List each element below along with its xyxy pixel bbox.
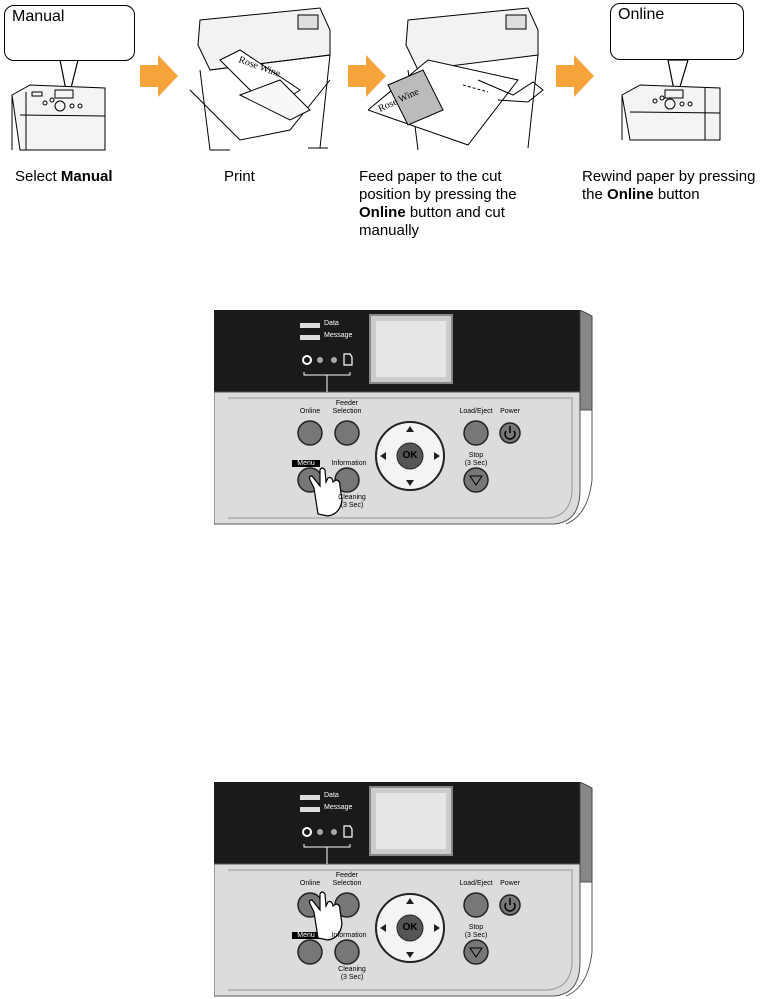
caption-step-4-pre: the	[582, 186, 608, 203]
caption-step-3	[359, 168, 559, 240]
load-eject-button[interactable]	[464, 893, 488, 917]
feeder-label-2: Selection	[332, 408, 362, 415]
callout-manual	[4, 5, 135, 61]
caption-step-4-bold: Online	[607, 186, 654, 203]
feeder-selection-button[interactable]	[335, 421, 359, 445]
rose-wine-label-2: Rose Wine	[376, 86, 421, 115]
load-eject-button[interactable]	[464, 421, 488, 445]
menu-button-label: Menu	[297, 932, 315, 939]
feeder-label-1: Feeder	[335, 872, 359, 879]
cleaning-label-1: Cleaning	[338, 494, 366, 501]
information-button-label: Information	[331, 932, 367, 939]
cleaning-label	[332, 494, 372, 510]
cleaning-label-1: Cleaning	[338, 966, 366, 973]
message-indicator-label: Message	[324, 332, 353, 339]
stop-label-2: (3 Sec)	[464, 460, 488, 467]
feeder-label-1: Feeder	[335, 400, 359, 407]
ok-button-label: OK	[402, 450, 418, 461]
load-eject-label: Load/Eject	[459, 408, 493, 415]
data-indicator-label: Data	[324, 792, 339, 799]
load-eject-label: Load/Eject	[459, 880, 493, 887]
caption-step-3-line3	[359, 204, 559, 222]
caption-step-1-bold: Manual	[60, 168, 113, 185]
caption-step-3-bold: Online	[359, 204, 406, 221]
cleaning-label	[332, 966, 372, 982]
message-indicator-label: Message	[324, 804, 353, 811]
cleaning-label-2: (3 Sec)	[340, 502, 364, 509]
caption-step-4-line1: Rewind paper by pressing	[582, 168, 756, 185]
callout-online-text: Online	[618, 6, 665, 23]
stop-label	[458, 452, 494, 468]
online-button-label: Online	[299, 880, 321, 887]
online-button[interactable]	[298, 893, 322, 917]
power-label: Power	[500, 880, 520, 887]
menu-button[interactable]	[298, 940, 322, 964]
online-button-label: Online	[299, 408, 321, 415]
rose-wine-label-1: Rose Wine	[236, 54, 282, 80]
stop-label-1: Stop	[468, 924, 484, 931]
callout-online	[610, 3, 744, 60]
caption-step-1	[15, 168, 113, 186]
feeder-selection-label	[327, 872, 367, 888]
menu-button[interactable]	[298, 468, 322, 492]
printer-cut-illustration	[368, 0, 558, 160]
stop-button[interactable]	[464, 940, 488, 964]
arrow-right-icon	[140, 55, 178, 97]
control-panel-online	[214, 782, 594, 998]
stop-label-1: Stop	[468, 452, 484, 459]
power-button[interactable]	[500, 423, 520, 443]
callout-manual-text: Manual	[12, 8, 65, 25]
stop-button[interactable]	[464, 468, 488, 492]
ok-button[interactable]	[397, 443, 423, 469]
stop-label	[458, 924, 494, 940]
data-indicator-label: Data	[324, 320, 339, 327]
caption-step-2: Print	[224, 168, 255, 185]
menu-button-label: Menu	[297, 460, 315, 467]
information-button-label: Information	[331, 460, 367, 467]
printer-print-illustration	[180, 0, 340, 160]
caption-step-3-line2: position by pressing the	[359, 186, 517, 203]
feeder-label-2: Selection	[332, 880, 362, 887]
ok-button[interactable]	[397, 915, 423, 941]
power-button[interactable]	[500, 895, 520, 915]
cleaning-label-2: (3 Sec)	[340, 974, 364, 981]
panel-body-2	[214, 782, 594, 998]
caption-step-3-line1: Feed paper to the cut	[359, 168, 502, 185]
caption-step-1-pre: Select	[15, 168, 61, 185]
control-panel-menu	[214, 310, 594, 526]
caption-step-3-line4: manually	[359, 222, 420, 239]
arrow-right-icon	[556, 55, 594, 97]
online-button[interactable]	[298, 421, 322, 445]
power-label: Power	[500, 408, 520, 415]
feeder-selection-label	[327, 400, 367, 416]
feeder-selection-button[interactable]	[335, 893, 359, 917]
stop-label-2: (3 Sec)	[464, 932, 488, 939]
caption-step-4	[582, 168, 778, 204]
caption-step-3-line3-post: button and cut	[405, 204, 505, 221]
information-button[interactable]	[335, 468, 359, 492]
panel-body-1	[214, 310, 594, 526]
information-button[interactable]	[335, 940, 359, 964]
ok-button-label: OK	[402, 922, 418, 933]
caption-step-4-post: button	[653, 186, 700, 203]
caption-step-4-line2	[582, 186, 778, 204]
